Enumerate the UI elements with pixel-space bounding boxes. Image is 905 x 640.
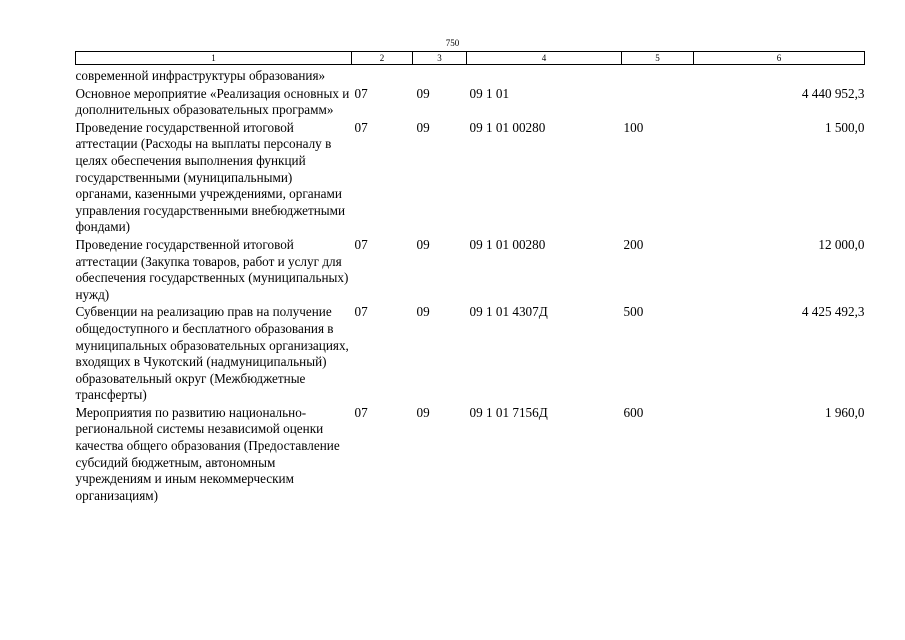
table-row xyxy=(76,85,865,119)
row-name: Проведение государственной итоговой аттестации (Закупка товаров, работ и услуг для обеспечения государственных (муниципальных) нужд) xyxy=(75,236,349,302)
row-name: Основное мероприятие «Реализация основных и дополнительных образовательных программ» xyxy=(75,85,350,118)
budget-table xyxy=(75,51,865,504)
row-section: 07 xyxy=(354,404,368,420)
continuation-row xyxy=(76,65,865,85)
row-section: 07 xyxy=(354,119,368,135)
row-expense-type: 200 xyxy=(623,236,644,252)
table-row xyxy=(76,119,865,236)
row-name: Субвенции на реализацию прав на получение общедоступного и бесплатного образования в муниципальных образовательных организациях, входящих в Чукотский (надмуниципальный) образовательный округ (Межбюджетные трансферты) xyxy=(75,304,349,403)
row-target-article: 09 1 01 00280 xyxy=(469,119,546,135)
continuation-text: современной инфраструктуры образования» xyxy=(75,68,326,83)
column-number-header xyxy=(76,52,865,65)
row-expense-type: 600 xyxy=(623,404,644,420)
column-header-6: 6 xyxy=(694,52,865,65)
row-section: 07 xyxy=(354,85,368,101)
row-target-article: 09 1 01 4307Д xyxy=(469,304,548,320)
row-name: Проведение государственной итоговой аттестации (Расходы на выплаты персоналу в целях обеспечения выполнения функций государственными (муниципальными) органами, казенными учреждениями, органами управления государственными внебюджетными фондами) xyxy=(75,119,346,235)
row-section: 07 xyxy=(354,304,368,320)
row-target-article: 09 1 01 7156Д xyxy=(469,404,548,420)
row-amount: 1 500,0 xyxy=(824,119,865,135)
row-subsection: 09 xyxy=(416,119,430,135)
row-subsection: 09 xyxy=(416,304,430,320)
row-amount: 12 000,0 xyxy=(818,236,865,252)
row-expense-type: 100 xyxy=(623,119,644,135)
row-target-article: 09 1 01 xyxy=(469,85,510,101)
row-subsection: 09 xyxy=(416,236,430,252)
page-number: 750 xyxy=(445,38,460,48)
table-row xyxy=(76,236,865,303)
row-name: Мероприятия по развитию национально-региональной системы независимой оценки качества общего образования (Предоставление субсидий бюджетным, автономным учреждениям и иным некоммерческим организациям) xyxy=(75,404,340,503)
row-section: 07 xyxy=(354,236,368,252)
column-header-3: 3 xyxy=(413,52,467,65)
column-header-5: 5 xyxy=(622,52,694,65)
column-header-1: 1 xyxy=(76,52,352,65)
table-row xyxy=(76,404,865,505)
table-row xyxy=(76,303,865,404)
column-header-4: 4 xyxy=(467,52,622,65)
row-amount: 1 960,0 xyxy=(824,404,865,420)
row-amount: 4 440 952,3 xyxy=(801,85,865,101)
column-header-2: 2 xyxy=(352,52,413,65)
row-subsection: 09 xyxy=(416,85,430,101)
row-amount: 4 425 492,3 xyxy=(801,304,865,320)
row-subsection: 09 xyxy=(416,404,430,420)
row-target-article: 09 1 01 00280 xyxy=(469,236,546,252)
row-expense-type xyxy=(622,85,694,119)
row-expense-type: 500 xyxy=(623,304,644,320)
